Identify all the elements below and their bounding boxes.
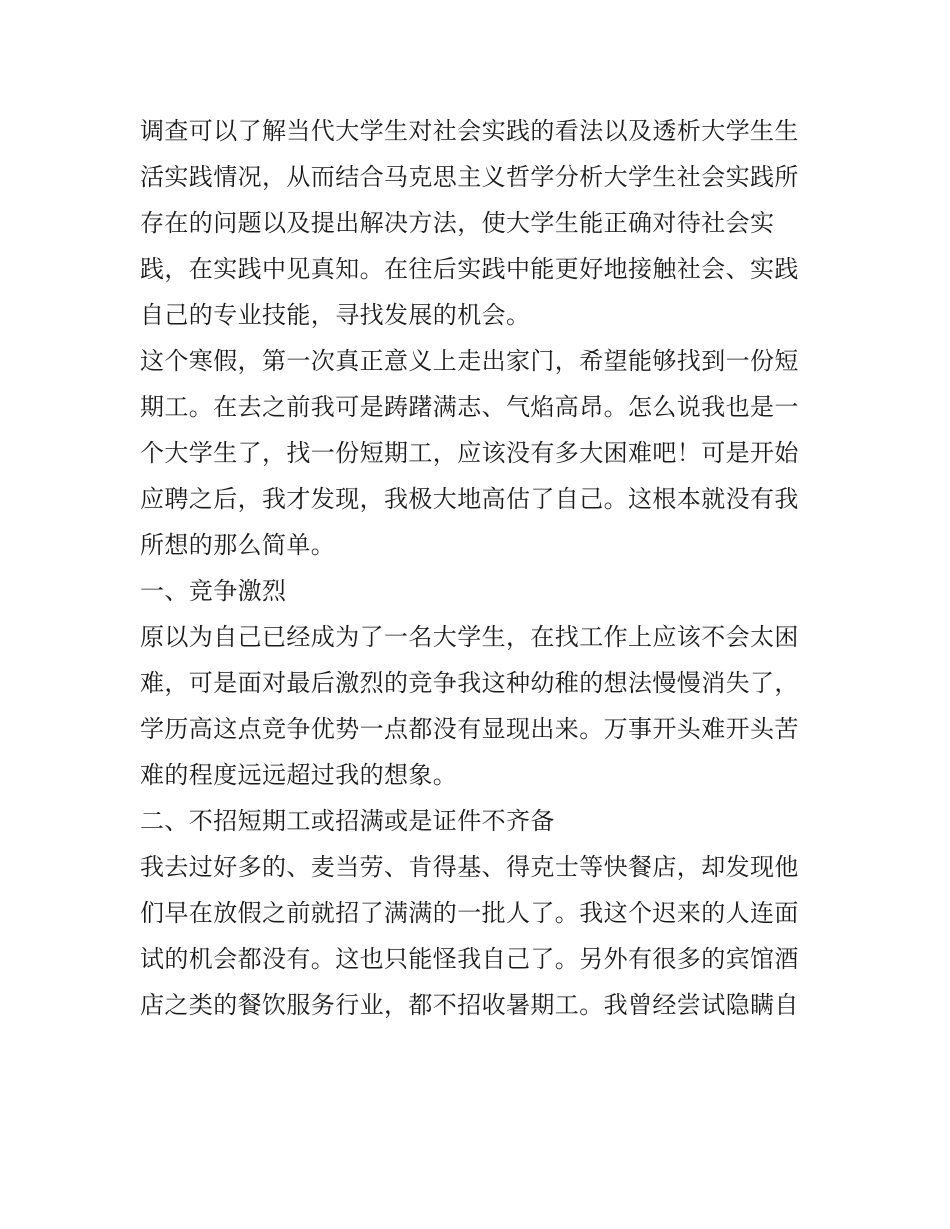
text-line: 活实践情况，从而结合马克思主义哲学分析大学生社会实践所 xyxy=(140,163,799,191)
text-line: 学历高这点竞争优势一点都没有显现出来。万事开头难开头苦 xyxy=(140,715,799,743)
text-line: 存在的问题以及提出解决方法，使大学生能正确对待社会实 xyxy=(140,209,775,237)
section-heading-hiring xyxy=(140,798,812,844)
text-line: 践，在实践中见真知。在往后实践中能更好地接触社会、实践 xyxy=(140,255,799,283)
paragraph-intro xyxy=(140,108,812,338)
text-line: 应聘之后，我才发现，我极大地高估了自己。这根本就没有我 xyxy=(140,485,799,513)
text-line: 难，可是面对最后激烈的竞争我这种幼稚的想法慢慢消失了， xyxy=(140,669,799,697)
paragraph-winter-break xyxy=(140,338,812,568)
text-line: 调查可以了解当代大学生对社会实践的看法以及透析大学生生 xyxy=(140,117,799,145)
text-line: 这个寒假，第一次真正意义上走出家门，希望能够找到一份短 xyxy=(140,347,799,375)
text-line: 难的程度远远超过我的想象。 xyxy=(140,761,458,789)
paragraph-hiring xyxy=(140,844,812,1028)
text-line: 个大学生了，找一份短期工，应该没有多大困难吧！可是开始 xyxy=(140,439,799,467)
text-line: 自己的专业技能，寻找发展的机会。 xyxy=(140,301,531,329)
text-line: 期工。在去之前我可是踌躇满志、气焰高昂。怎么说我也是一 xyxy=(140,393,799,421)
document-body xyxy=(140,108,812,1028)
text-line: 试的机会都没有。这也只能怪我自己了。另外有很多的宾馆酒 xyxy=(140,945,799,973)
text-line: 我去过好多的、麦当劳、肯得基、得克士等快餐店，却发现他 xyxy=(140,853,799,881)
paragraph-competition xyxy=(140,614,812,798)
section-heading-competition xyxy=(140,568,812,614)
text-line: 所想的那么简单。 xyxy=(140,531,336,559)
text-line: 店之类的餐饮服务行业，都不招收暑期工。我曾经尝试隐瞒自 xyxy=(140,991,799,1019)
section-heading: 二、不招短期工或招满或是证件不齐备 xyxy=(140,807,555,835)
section-heading: 一、竞争激烈 xyxy=(140,577,287,605)
text-line: 原以为自己已经成为了一名大学生，在找工作上应该不会太困 xyxy=(140,623,799,651)
text-line: 们早在放假之前就招了满满的一批人了。我这个迟来的人连面 xyxy=(140,899,799,927)
